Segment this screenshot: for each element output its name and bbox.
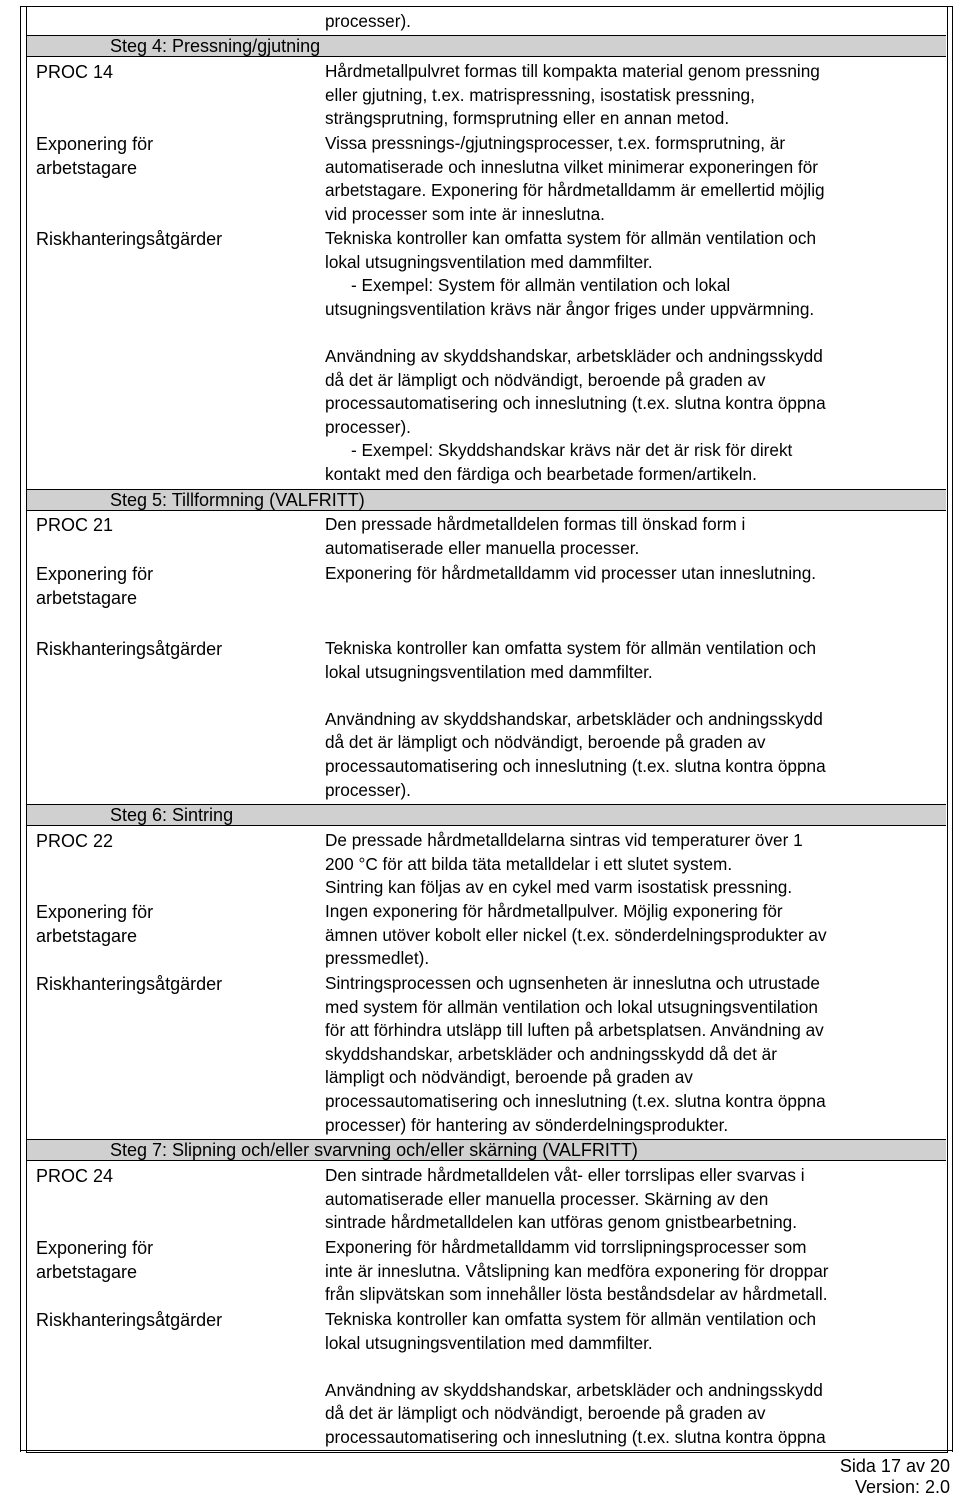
step-4-risk-label: Riskhanteringsåtgärder bbox=[36, 229, 223, 249]
continuation-text: processer). bbox=[325, 11, 411, 31]
step-5-risk-text: Tekniska kontroller kan omfatta system för allmän ventilation och lokal utsugningsventilation med dammfilter. Användning av skyddshandskar, arbetskläder och andningsskydd då det är lämpligt och nödvändigt, beroende på graden av processautomatisering och inneslutning (t.ex. slutna kontra öppna processer). bbox=[325, 638, 826, 800]
step-5-proc-text: Den pressade hårdmetalldelen formas till önskad form i automatiserade eller manuella processer. bbox=[325, 514, 746, 558]
table-border-left bbox=[20, 6, 21, 1452]
step-4-exposure-label: Exponering för arbetstagare bbox=[36, 134, 154, 178]
step-4-proc-text: Hårdmetallpulvret formas till kompakta material genom pressning eller gjutning, t.ex. matrispressning, isostatisk pressning, strängsprutning, formsprutning eller en annan metod. bbox=[325, 61, 820, 129]
step-7-exposure-text: Exponering för hårdmetalldamm vid torrslipningsprocesser som inte är inneslutna. Våtslipning kan medföra exponering för droppar från slipvätskan som innehåller lösta beståndsdelar av hårdmetall. bbox=[325, 1237, 829, 1305]
step-4-risk-text: Tekniska kontroller kan omfatta system för allmän ventilation och lokal utsugningsventilation med dammfilter. - Exempel: System för allmän ventilation och lokal utsugningsventilation krävs när ångor friges under uppvärmning. Användning av skyddshandskar, arbetskläder och andningsskydd då det är lämpligt och nödvändigt, beroende på graden av processautomatisering och inneslutning (t.ex. slutna kontra öppna processer). - Exempel: Skyddshandskar krävs när det är risk för direkt kontakt med den färdiga och bearbetade formen/artikeln. bbox=[325, 228, 826, 484]
step-6-risk-text: Sintringsprocessen och ugnsenheten är inneslutna och utrustade med system för allmän ventilation och lokal utsugningsventilation för att förhindra utsläpp till luften på arbetsplatsen. Användning av skyddshandskar, arbetskläder och andningsskydd då det är lämpligt och nödvändigt, beroende på graden av processautomatisering och inneslutning (t.ex. slutna kontra öppna processer) för hantering av sönderdelningsprodukter. bbox=[325, 973, 826, 1135]
version-label: Version: 2.0 bbox=[854, 1477, 950, 1497]
page-number: Sida 17 av 20 bbox=[839, 1456, 950, 1476]
step-7-title: Steg 7: Slipning och/eller svarvning och/eller skärning (VALFRITT) bbox=[110, 1140, 638, 1160]
step-5-risk-label: Riskhanteringsåtgärder bbox=[36, 639, 223, 659]
step-6-risk-label: Riskhanteringsåtgärder bbox=[36, 974, 223, 994]
step-4-title: Steg 4: Pressning/gjutning bbox=[110, 36, 321, 56]
step-7-risk-label: Riskhanteringsåtgärder bbox=[36, 1310, 223, 1330]
step-6-exposure-text: Ingen exponering för hårdmetallpulver. Möjlig exponering för ämnen utöver kobolt eller nickel (t.ex. sönderdelningsprodukter av pressmedlet). bbox=[325, 901, 827, 969]
step-4-exposure-text: Vissa pressnings-/gjutningsprocesser, t.ex. formsprutning, är automatiserade och inneslutna vilket minimerar exponeringen för arbetstagare. Exponering för hårdmetalldamm är emellertid möjlig vid processer som inte är inneslutna. bbox=[325, 133, 825, 224]
step-5-exposure-text: Exponering för hårdmetalldamm vid processer utan inneslutning. bbox=[325, 563, 817, 583]
step-4-proc-label: PROC 14 bbox=[36, 62, 114, 82]
step-7-risk-text: Tekniska kontroller kan omfatta system för allmän ventilation och lokal utsugningsventilation med dammfilter. Användning av skyddshandskar, arbetskläder och andningsskydd då det är lämpligt och nödvändigt, beroende på graden av processautomatisering och inneslutning (t.ex. slutna kontra öppna bbox=[325, 1309, 826, 1447]
table-border-right bbox=[952, 6, 953, 1452]
step-7-exposure-label: Exponering för arbetstagare bbox=[36, 1238, 154, 1282]
step-5-proc-label: PROC 21 bbox=[36, 515, 114, 535]
step-7-proc-text: Den sintrade hårdmetalldelen våt- eller torrslipas eller svarvas i automatiserade eller manuella processer. Skärning av den sintrade hårdmetalldelen kan utföras genom gnistbearbetning. bbox=[325, 1165, 805, 1233]
step-5-exposure-label: Exponering för arbetstagare bbox=[36, 564, 154, 608]
step-6-title: Steg 6: Sintring bbox=[110, 805, 234, 825]
step-6-exposure-label: Exponering för arbetstagare bbox=[36, 902, 154, 946]
step-5-title: Steg 5: Tillformning (VALFRITT) bbox=[110, 490, 365, 510]
step-6-proc-label: PROC 22 bbox=[36, 831, 114, 851]
step-6-proc-text: De pressade hårdmetalldelarna sintras vid temperaturer över 1 200 °C för att bilda täta metalldelar i ett slutet system. Sintring kan följas av en cykel med varm isostatisk pressning. bbox=[325, 830, 803, 898]
step-7-proc-label: PROC 24 bbox=[36, 1166, 114, 1186]
